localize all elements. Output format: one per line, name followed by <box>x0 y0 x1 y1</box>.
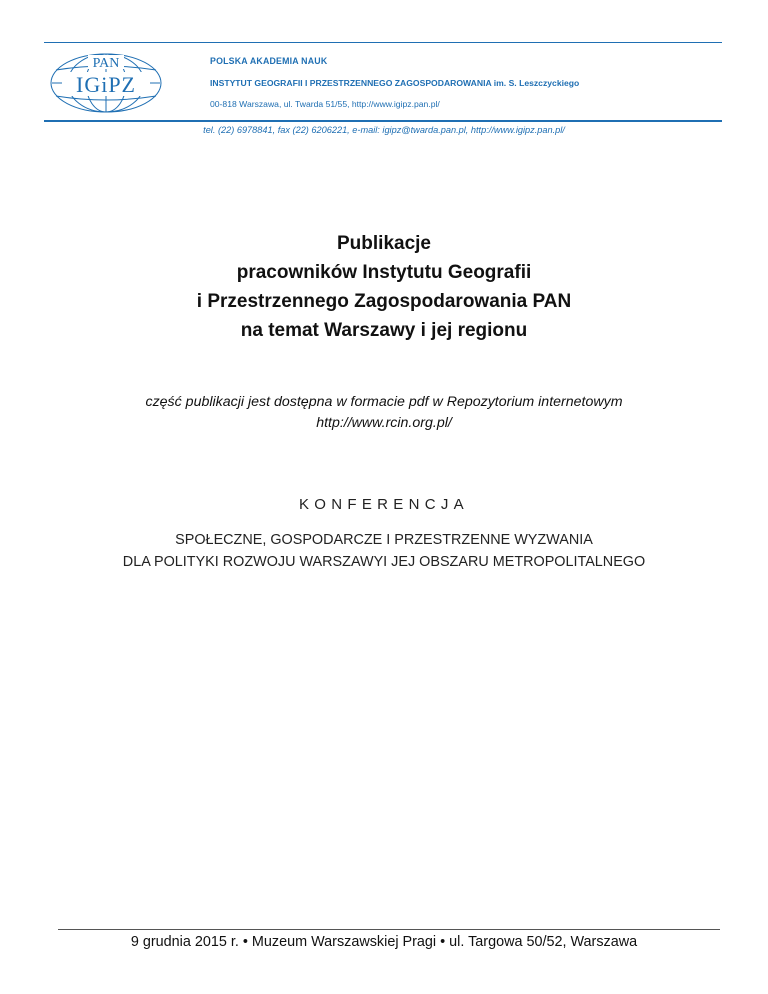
conference-title-line: DLA POLITYKI ROZWOJU WARSZAWYI JEJ OBSZARU METROPOLITALNEGO <box>122 554 646 570</box>
logo-top-text: PAN <box>92 56 120 71</box>
conference-title <box>0 529 768 573</box>
title-line: Publikacje <box>337 233 431 254</box>
repository-note <box>0 392 768 434</box>
header-top-rule <box>44 42 722 43</box>
header-bottom-rule <box>44 120 722 122</box>
repository-url: http://www.rcin.org.pl/ <box>316 415 452 431</box>
title-line: na temat Warszawy i jej regionu <box>240 320 528 341</box>
conference-heading: KONFERENCJA <box>299 496 469 513</box>
academy-name: POLSKA AKADEMIA NAUK <box>210 56 328 66</box>
title-line: pracowników Instytutu Geografii <box>236 262 532 283</box>
title-line: i Przestrzennego Zagospodarowania PAN <box>196 291 572 312</box>
igipz-logo <box>48 52 164 114</box>
repository-note-text: część publikacji jest dostępna w formacie pdf w Repozytorium internetowym <box>145 394 623 410</box>
institute-name: INSTYTUT GEOGRAFII I PRZESTRZENNEGO ZAGOSPODAROWANIA im. S. Leszczyckiego <box>210 78 580 88</box>
contact-line: tel. (22) 6978841, fax (22) 6206221, e-mail: igipz@twarda.pan.pl, http://www.igipz.pan.pl/ <box>203 125 565 135</box>
footer-rule <box>58 929 720 930</box>
conference-title-line: SPOŁECZNE, GOSPODARCZE I PRZESTRZENNE WYZWANIA <box>175 532 593 548</box>
logo-main-text: IGiPZ <box>76 72 136 97</box>
institute-address: 00-818 Warszawa, ul. Twarda 51/55, http://www.igipz.pan.pl/ <box>210 99 440 109</box>
footer-event-info: 9 grudnia 2015 r. • Muzeum Warszawskiej Pragi • ul. Targowa 50/52, Warszawa <box>130 934 638 950</box>
document-title <box>0 229 768 345</box>
